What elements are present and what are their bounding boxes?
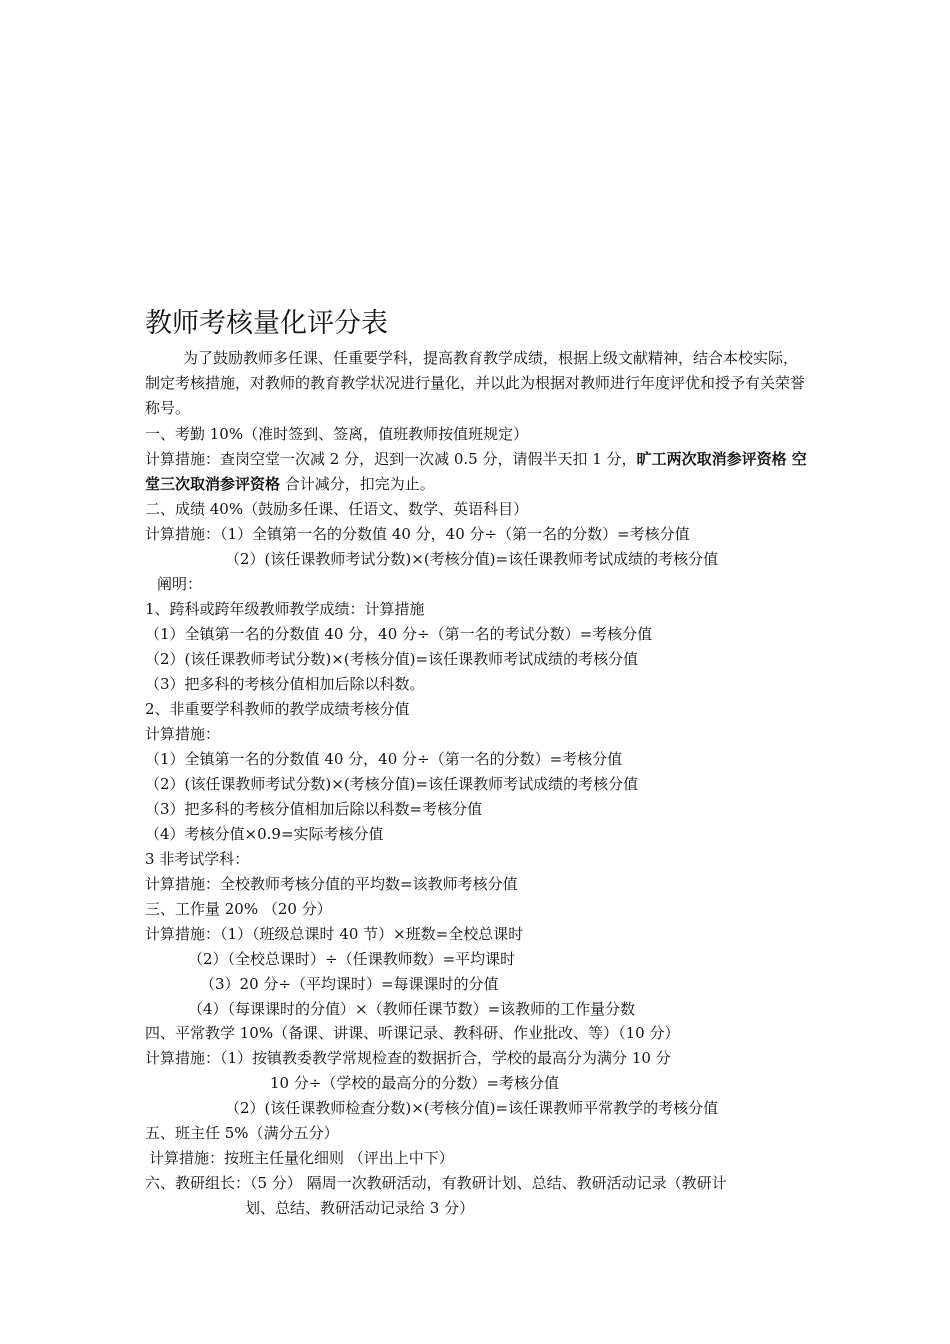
note-2-item-1: （1）全镇第一名的分数值 40 分，40 分÷（第一名的分数）=考核分值 [145,750,623,768]
note-3-title: 3 非考试学科： [145,850,250,868]
section-1-calc-tail: 合计减分，扣完为止。 [280,475,435,493]
section-3-heading: 三、工作量 20% （20 分） [145,900,332,918]
section-1-calc-text: 计算措施：查岗空堂一次减 2 分，迟到一次减 0.5 分，请假半天扣 1 分， [145,450,637,468]
section-6-line-2: 划、总结、教研活动记录给 3 分） [245,1199,475,1217]
note-2-calc-label: 计算措施： [145,725,221,743]
section-4-calc-1b: 10 分÷（学校的最高分的分数）=考核分值 [270,1074,559,1092]
section-3-calc-3: （3）20 分÷（平均课时）=每课课时的分值 [200,975,499,993]
section-6-line-1: 六、教研组长：（5 分） 隔周一次教研活动，有教研计划、总结、教研活动记录（教研计 [145,1174,727,1192]
section-2-calc-2: （2）(该任课教师考试分数)×(考核分值)=该任课教师考试成绩的考核分值 [225,550,719,568]
note-3-calc: 计算措施：全校教师考核分值的平均数=该教师考核分值 [145,875,518,893]
section-3-calc-1: 计算措施：（1）（班级总课时 40 节）×班数=全校总课时 [145,925,524,943]
section-1-calc-bold: 旷工两次取消参评资格 空堂三次取消参评资格 [145,450,807,493]
note-2-item-2: （2）(该任课教师考试分数)×(考核分值)=该任课教师考试成绩的考核分值 [145,775,639,793]
note-1-item-1: （1）全镇第一名的分数值 40 分，40 分÷（第一名的考试分数）=考核分值 [145,625,653,643]
section-5-calc: 计算措施：按班主任量化细则 （评出上中下） [149,1149,454,1167]
section-1-heading: 一、考勤 10%（准时签到、签离，值班教师按值班规定） [145,425,529,443]
section-3-calc-2: （2）（全校总课时）÷（任课教师数）=平均课时 [188,950,516,968]
note-2-title: 2、非重要学科教师的教学成绩考核分值 [145,700,410,718]
section-3-calc-4: （4）（每课课时的分值）×（教师任课节数）=该教师的工作量分数 [188,1000,636,1018]
section-5-heading: 五、班主任 5%（满分五分） [145,1124,339,1142]
section-4-calc-2: （2）(该任课教师检查分数)×(考核分值)=该任课教师平常教学的考核分值 [225,1099,719,1117]
section-2-calc-1: 计算措施：（1）全镇第一名的分数值 40 分，40 分÷（第一名的分数）=考核分值 [145,525,690,543]
intro-paragraph: 为了鼓励教师多任课、任重要学科，提高教育教学成绩，根据上级文献精神，结合本校实际，制定考核措施，对教师的教育教学状况进行量化，并以此为根据对教师进行年度评优和授予有关荣誉称号。 [145,349,806,417]
note-2-item-4: （4）考核分值×0.9=实际考核分值 [145,825,384,843]
note-1-item-2: （2）(该任课教师考试分数)×(考核分值)=该任课教师考试成绩的考核分值 [145,650,639,668]
note-1-title: 1、跨科或跨年级教师教学成绩：计算措施 [145,600,425,618]
document-title: 教师考核量化评分表 [145,308,388,339]
note-1-item-3: （3）把多科的考核分值相加后除以科数。 [145,675,425,693]
section-4-calc-1: 计算措施：（1）按镇教委教学常规检查的数据折合，学校的最高分为满分 10 分 [145,1049,671,1067]
section-4-heading: 四、平常教学 10%（备课、讲课、听课记录、教科研、作业批改、等）（10 分） [145,1024,680,1042]
section-1-calc [145,447,810,497]
section-2-note-label: 阐明： [157,575,203,593]
note-2-item-3: （3）把多科的考核分值相加后除以科数=考核分值 [145,800,483,818]
section-2-heading: 二、成绩 40%（鼓励多任课、任语文、数学、英语科目） [145,500,529,518]
